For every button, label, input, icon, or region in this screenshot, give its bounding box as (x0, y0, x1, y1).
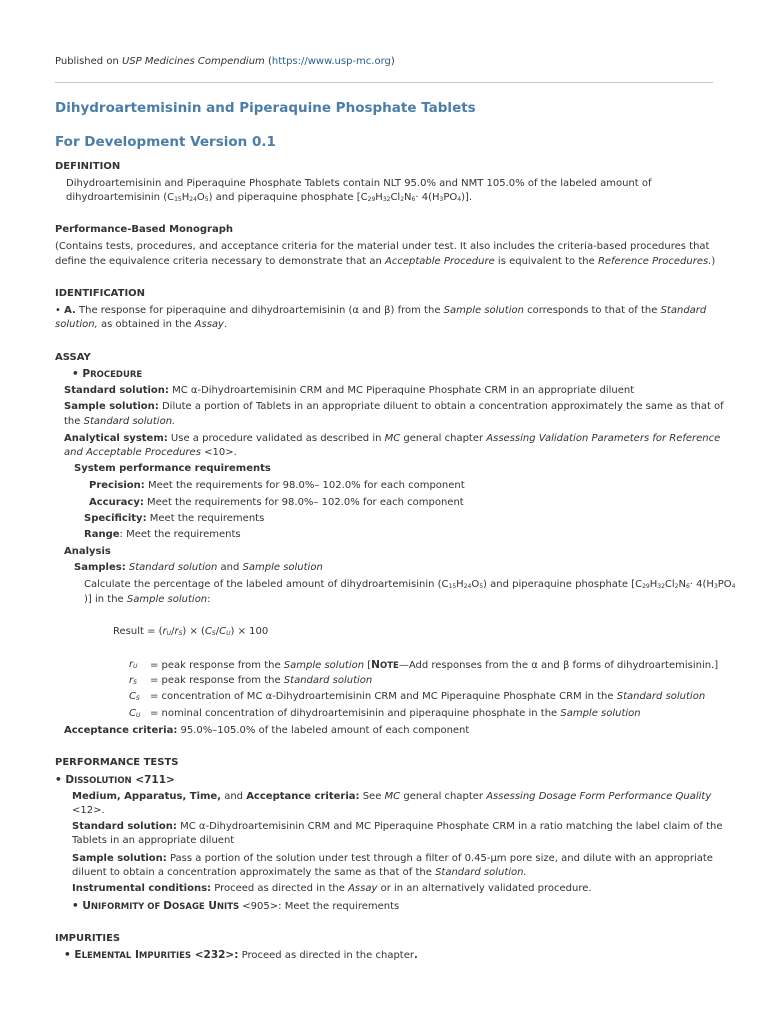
uniformity-of-dosage-units: • UNIFORMITY OF DOSAGE UNITS <905>: Meet the requirements (72, 900, 400, 912)
page-title: Dihydroartemisinin and Piperaquine Phosphate Tablets (55, 100, 476, 116)
dissolution-sample-line-2: diluent to obtain a concentration approximately the same as that of the Standard solution. (72, 867, 527, 878)
performance-monograph-heading: Performance-Based Monograph (55, 224, 234, 235)
calculation-line-2: )] in the Sample solution: (84, 594, 211, 605)
paren-close: ) (390, 56, 395, 67)
assay-sample-solution-line-2: the Standard solution. (64, 416, 176, 427)
variable-rs-symbol: $r_S$ (129, 675, 137, 686)
impurities-heading: IMPURITIES (55, 933, 121, 944)
assay-acceptance-criteria: Acceptance criteria: 95.0%–105.0% of the labeled amount of each component (64, 725, 470, 736)
analytical-system-line-2: and Acceptable Procedures <10>. (64, 447, 237, 458)
identification-a-line-1: • A. The response for piperaquine and dihydroartemisinin (α and β) from the Sample solution corresponds to that of the Standard (55, 305, 707, 316)
samples-line: Samples: Standard solution and Sample solution (74, 562, 323, 573)
elemental-impurities: • ELEMENTAL IMPURITIES <232>: Proceed as directed in the chapter. (64, 949, 418, 961)
procedure-heading: • PROCEDURE (72, 368, 143, 380)
published-line (55, 55, 395, 69)
variable-ru-symbol: $r_U$ (129, 659, 138, 670)
calculation-line-1: Calculate the percentage of the labeled amount of dihydroartemisinin $(C_{15}H_{24}O_5)$ and piperaquine phosphate [$C_{29}H_{32}Cl_2N_6\cdot 4(H_3PO_4$ (84, 579, 736, 590)
performance-tests-heading: PERFORMANCE TESTS (55, 757, 179, 768)
identification-heading: IDENTIFICATION (55, 288, 146, 299)
source-url-link[interactable]: https://www.usp-mc.org (271, 56, 391, 67)
assay-sample-solution-line-1: Sample solution: Dilute a portion of Tablets in an appropriate diluent to obtain a concentration approximately the same as that of (64, 401, 724, 412)
range-line: Range: Meet the requirements (84, 529, 241, 540)
dissolution-medium-line-1: Medium, Apparatus, Time, and Acceptance criteria: See MC general chapter Assessing Dosage Form Performance Quality (72, 791, 712, 802)
variable-cs-symbol: $C_S$ (129, 691, 140, 702)
dissolution-sample-line-1: Sample solution: Pass a portion of the solution under test through a filter of 0.45-µm pore size, and dilute with an appropriate (72, 853, 713, 864)
dissolution-standard-line-2: Tablets in an appropriate diluent (72, 835, 235, 846)
instrumental-conditions: Instrumental conditions: Proceed as directed in the Assay or in an alternatively validated procedure. (72, 883, 592, 894)
definition-text-line-2: dihydroartemisinin $(C_{15}H_{24}O_5)$ and piperaquine phosphate $[C_{29}H_{32}Cl_2N_6\cdot 4(H_3PO_4)]$. (66, 192, 473, 203)
paren-open: ( (264, 56, 272, 67)
header-divider (55, 82, 713, 83)
definition-heading: DEFINITION (55, 161, 121, 172)
result-formula: Result = $(r_U/r_S) \times (C_S/C_U) \times 100$ (113, 626, 269, 637)
assay-heading: ASSAY (55, 352, 91, 363)
performance-monograph-line-2: define the equivalence criteria necessary to demonstrate that an Acceptable Procedure is equivalent to the Reference Procedures.) (55, 256, 716, 267)
version-title: For Development Version 0.1 (55, 134, 276, 150)
assay-standard-solution: Standard solution: MC α-Dihydroartemisinin CRM and MC Piperaquine Phosphate CRM in an appropriate diluent (64, 385, 635, 396)
variable-cu-symbol: $C_U$ (129, 708, 141, 719)
accuracy-line: Accuracy: Meet the requirements for 98.0%– 102.0% for each component (89, 497, 464, 508)
analytical-system-line-1: Analytical system: Use a procedure validated as described in MC general chapter Assessing Validation Parameters for Reference (64, 433, 721, 444)
system-performance-heading: System performance requirements (74, 463, 271, 474)
precision-line: Precision: Meet the requirements for 98.0%– 102.0% for each component (89, 480, 465, 491)
variable-rs-definition: = peak response from the Standard solution (150, 675, 373, 686)
dissolution-heading: • DISSOLUTION <711> (55, 774, 175, 786)
variable-cs-definition: = concentration of MC α-Dihydroartemisinin CRM and MC Piperaquine Phosphate CRM in the Standard solution (150, 691, 706, 702)
definition-text-line-1: Dihydroartemisinin and Piperaquine Phosphate Tablets contain NLT 95.0% and NMT 105.0% of the labeled amount of (66, 178, 652, 189)
identification-a-line-2: solution, as obtained in the Assay. (55, 319, 228, 330)
specificity-line: Specificity: Meet the requirements (84, 513, 265, 524)
published-prefix: Published on (55, 56, 122, 67)
source-name: USP Medicines Compendium (121, 56, 265, 67)
performance-monograph-line-1: (Contains tests, procedures, and acceptance criteria for the material under test. It also includes the criteria-based procedures that (55, 241, 710, 252)
dissolution-standard-line-1: Standard solution: MC α-Dihydroartemisinin CRM and MC Piperaquine Phosphate CRM in a ratio matching the label claim of the (72, 821, 723, 832)
analysis-heading: Analysis (64, 546, 111, 557)
dissolution-medium-line-2: <12>. (72, 805, 105, 816)
variable-cu-definition: = nominal concentration of dihydroartemisinin and piperaquine phosphate in the Sample solution (150, 708, 641, 719)
variable-ru-definition: = peak response from the Sample solution [NOTE—Add responses from the α and β forms of dihydroartemisinin.] (150, 659, 719, 671)
